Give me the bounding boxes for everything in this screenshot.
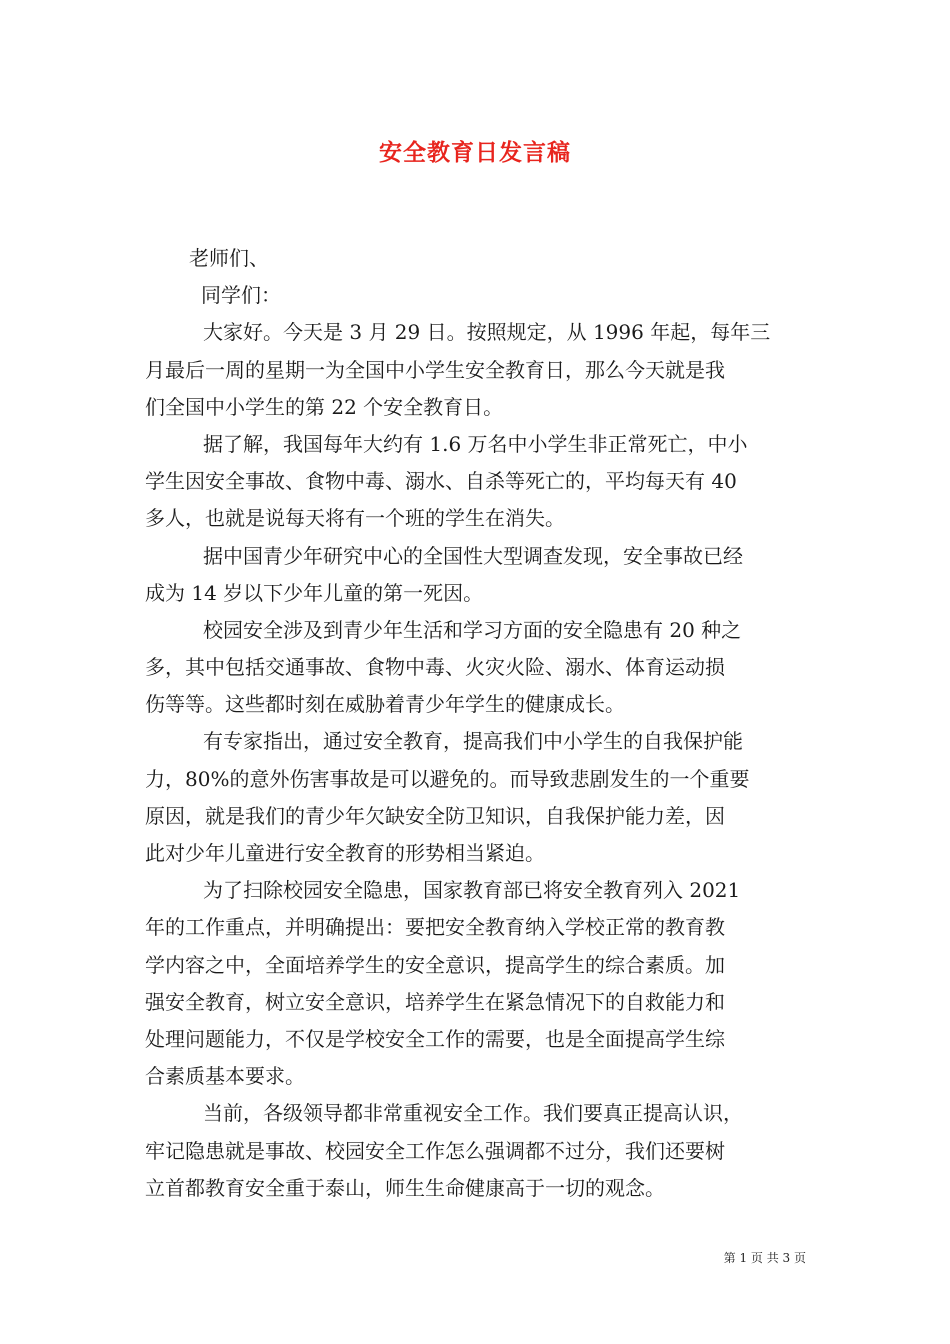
paragraph-line: 多，其中包括交通事故、食物中毒、火灾火险、溺水、体育运动损	[145, 655, 725, 680]
paragraph-line: 当前，各级领导都非常重视安全工作。我们要真正提高认识，	[203, 1101, 743, 1126]
paragraph-line: 成为 14 岁以下少年儿童的第一死因。	[145, 580, 484, 605]
paragraph	[145, 426, 807, 538]
paragraph-line: 此对少年儿童进行安全教育的形势相当紧迫。	[145, 841, 545, 865]
paragraph-line: 伤等等。这些都时刻在威胁着青少年学生的健康成长。	[145, 692, 625, 717]
document-title: 安全教育日发言稿	[379, 140, 571, 166]
paragraph	[145, 538, 807, 612]
paragraph-line: 校园安全涉及到青少年生活和学习方面的安全隐患有 20 种之	[203, 617, 742, 642]
page-number: 第 1 页 共 3 页	[723, 1251, 806, 1265]
paragraph-line: 牢记隐患就是事故、校园安全工作怎么强调都不过分，我们还要树	[145, 1138, 725, 1163]
paragraph-line: 原因，就是我们的青少年欠缺安全防卫知识，自我保护能力差，因	[145, 803, 725, 828]
paragraph-line: 们全国中小学生的第 22 个安全教育日。	[145, 394, 504, 419]
paragraph-line: 强安全教育，树立安全意识，培养学生在紧急情况下的自救能力和	[145, 989, 725, 1014]
greeting-teachers: 老师们、	[189, 246, 269, 270]
paragraph	[145, 723, 807, 872]
paragraph	[145, 872, 807, 1095]
paragraph-line: 大家好。今天是 3 月 29 日。按照规定，从 1996 年起，每年三	[203, 320, 771, 345]
paragraph-line: 立首都教育安全重于泰山，师生生命健康高于一切的观念。	[145, 1175, 665, 1200]
paragraph-line: 月最后一周的星期一为全国中小学生安全教育日，那么今天就是我	[145, 357, 725, 382]
paragraph-line: 力，80%的意外伤害事故是可以避免的。而导致悲剧发生的一个重要	[145, 766, 750, 791]
paragraph-line: 有专家指出，通过安全教育，提高我们中小学生的自我保护能	[203, 729, 743, 754]
paragraph-line: 学内容之中，全面培养学生的安全意识，提高学生的综合素质。加	[145, 952, 725, 977]
paragraph-line: 据中国青少年研究中心的全国性大型调查发现，安全事故已经	[203, 543, 743, 568]
paragraph-line: 年的工作重点，并明确提出：要把安全教育纳入学校正常的教育教	[145, 915, 725, 940]
document-body	[145, 240, 807, 1207]
paragraph-line: 多人，也就是说每天将有一个班的学生在消失。	[145, 506, 565, 531]
paragraph	[145, 1095, 807, 1207]
paragraph-line: 据了解，我国每年大约有 1.6 万名中小学生非正常死亡，中小	[203, 431, 748, 456]
greeting-students: 同学们：	[201, 283, 281, 308]
paragraph-line: 处理问题能力，不仅是学校安全工作的需要，也是全面提高学生综	[145, 1026, 725, 1051]
paragraph	[145, 612, 807, 724]
paragraph-line: 学生因安全事故、食物中毒、溺水、自杀等死亡的，平均每天有 40	[145, 469, 737, 494]
paragraph-line: 为了扫除校园安全隐患，国家教育部已将安全教育列入 2021	[203, 878, 741, 903]
paragraph-line: 合素质基本要求。	[145, 1064, 305, 1089]
paragraph	[145, 314, 807, 426]
